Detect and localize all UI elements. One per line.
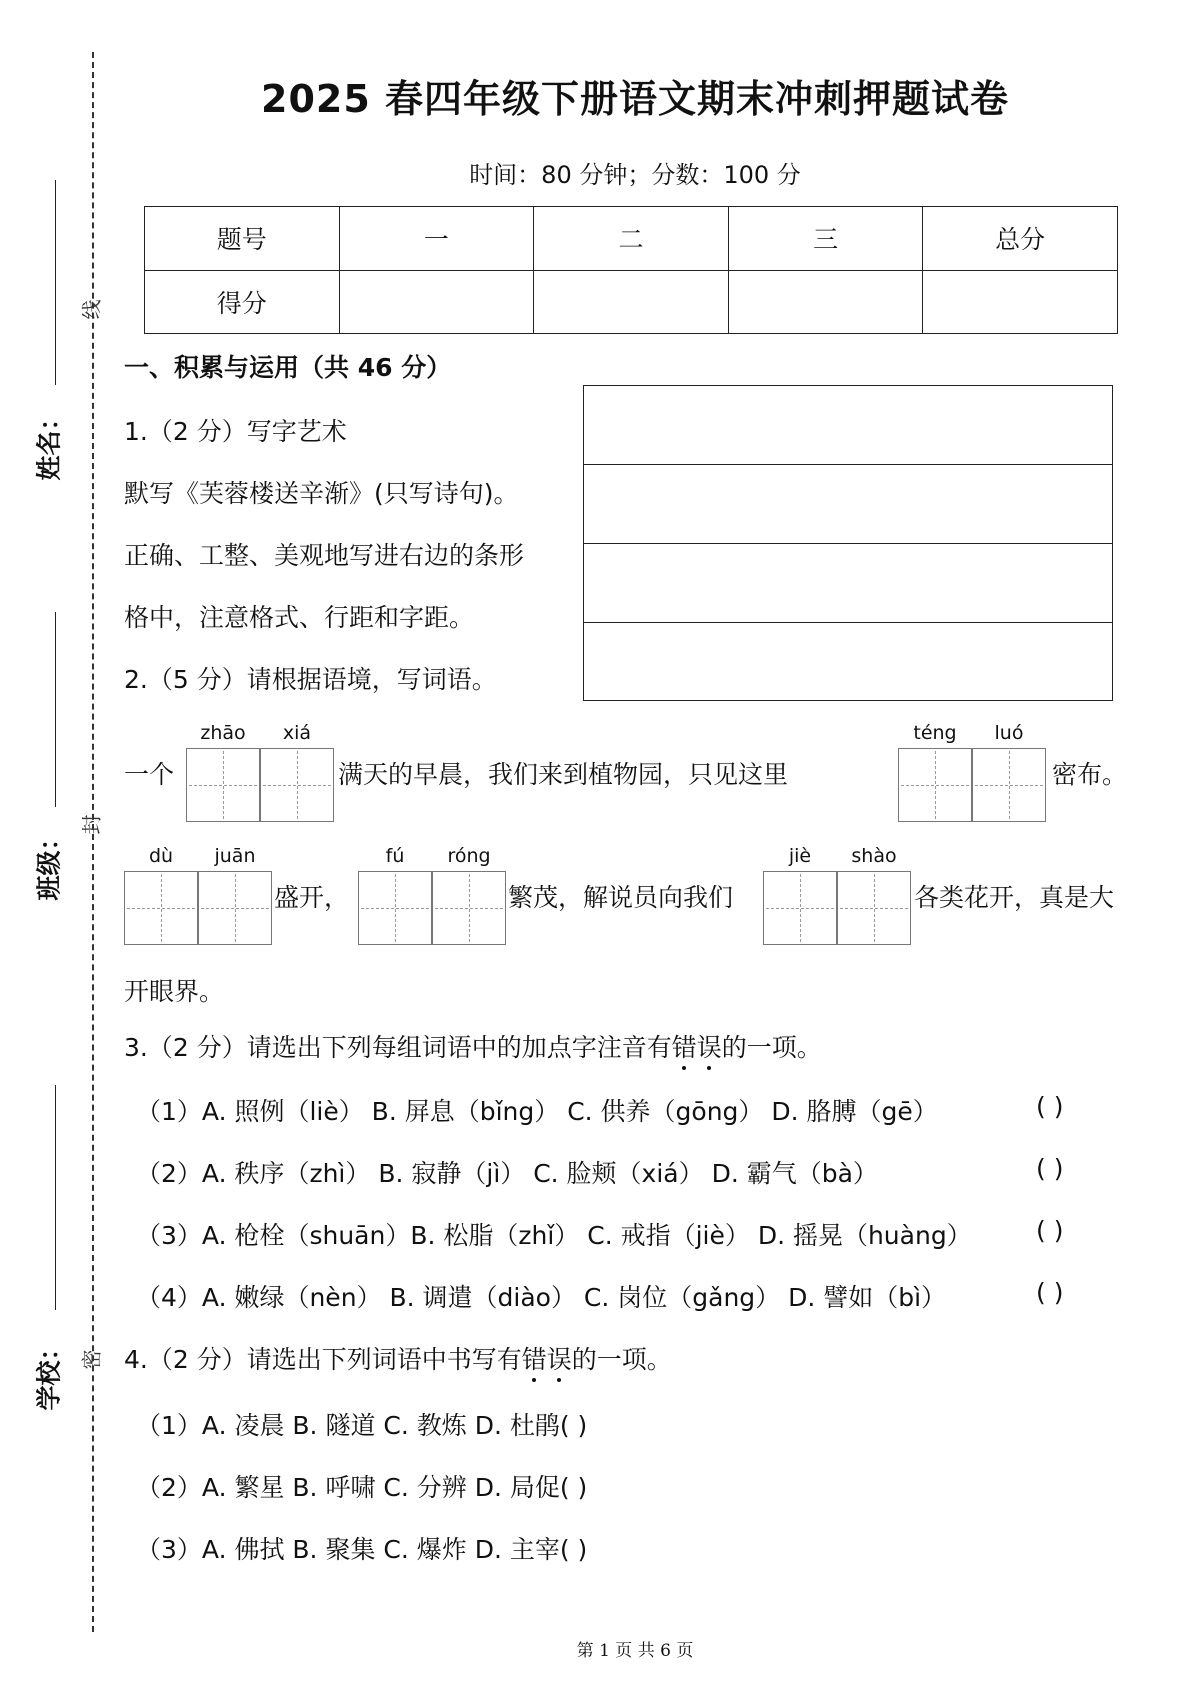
q4-item[interactable]: （2）A. 繁星 B. 呼啸 C. 分辨 D. 局促( ): [136, 1473, 588, 1502]
score-table-header-row: [145, 207, 1118, 271]
q4-item[interactable]: （1）A. 凌晨 B. 隧道 C. 教炼 D. 杜鹃( ): [136, 1411, 588, 1440]
tian-grid-box[interactable]: [260, 748, 334, 822]
q2-text: 满天的早晨，我们来到植物园，只见这里: [338, 760, 789, 789]
grid-line: [584, 543, 1112, 544]
tian-grid-box[interactable]: [186, 748, 260, 822]
page-footer: 第 1 页 共 6 页: [576, 1641, 694, 1661]
q2-text: 繁茂，解说员向我们: [508, 883, 734, 912]
q2-text: 一个: [124, 760, 175, 789]
tian-grid-box[interactable]: [198, 871, 272, 945]
class-label: 班级：: [34, 825, 64, 901]
pinyin: juān: [214, 845, 256, 867]
pinyin: luó: [994, 722, 1024, 744]
pinyin: xiá: [282, 722, 312, 744]
q4-item[interactable]: （3）A. 佛拭 B. 聚集 C. 爆炸 D. 主宰( ): [136, 1535, 588, 1564]
answer-paren[interactable]: ( ): [1036, 1216, 1064, 1245]
pinyin: jiè: [788, 845, 812, 867]
exam-info: 时间：80 分钟；分数：100 分: [469, 161, 801, 189]
tian-grid-box[interactable]: [898, 748, 972, 822]
q1-line: 正确、工整、美观地写进右边的条形: [124, 541, 525, 570]
q2-text: 盛开，: [274, 883, 350, 912]
header-cell: 总分: [923, 207, 1118, 271]
score-cell[interactable]: [339, 270, 534, 334]
q2-heading: 2.（5 分）请根据语境，写词语。: [124, 665, 497, 694]
tian-grid-box[interactable]: [763, 871, 837, 945]
header-cell: 一: [339, 207, 534, 271]
q2-text: 开眼界。: [124, 977, 225, 1006]
answer-paren[interactable]: ( ): [1036, 1092, 1064, 1121]
q4-heading: 4.（2 分）请选出下列词语中书写有错误的一项。: [124, 1345, 672, 1374]
row-label: 得分: [145, 270, 340, 334]
pinyin: shào: [851, 845, 897, 867]
pinyin: fú: [385, 845, 405, 867]
writing-strip-grid[interactable]: [583, 385, 1113, 701]
q1-heading: 1.（2 分）写字艺术: [124, 417, 347, 446]
score-table: [144, 206, 1118, 334]
score-cell[interactable]: [923, 270, 1118, 334]
q3-heading: 3.（2 分）请选出下列每组词语中的加点字注音有错误的一项。: [124, 1033, 822, 1062]
school-label: 学校：: [34, 1335, 64, 1411]
binding-mark-mi: 密: [79, 1349, 104, 1370]
header-cell: 题号: [145, 207, 340, 271]
pinyin: dù: [148, 845, 174, 867]
grid-line: [584, 622, 1112, 623]
binding-dashed-line: [92, 52, 94, 1632]
q1-line: 格中，注意格式、行距和字距。: [124, 603, 475, 632]
tian-grid-box[interactable]: [124, 871, 198, 945]
score-cell[interactable]: [728, 270, 923, 334]
q1-line: 默写《芙蓉楼送辛渐》(只写诗句)。: [124, 479, 519, 508]
score-table-score-row: [145, 270, 1118, 334]
class-line[interactable]: [55, 612, 56, 807]
q3-item: （3）A. 枪栓（shuān）B. 松脂（zhǐ） C. 戒指（jiè） D. 摇晃（huàng）: [136, 1221, 972, 1250]
pinyin: róng: [447, 845, 491, 867]
binding-mark-feng: 封: [79, 814, 104, 835]
grid-line: [584, 464, 1112, 465]
name-line[interactable]: [55, 180, 56, 385]
name-label: 姓名：: [34, 405, 64, 481]
answer-paren[interactable]: ( ): [1036, 1278, 1064, 1307]
q3-item: （1）A. 照例（liè） B. 屏息（bǐng） C. 供养（gōng） D. 胳膊（gē）: [136, 1097, 938, 1126]
tian-grid-box[interactable]: [358, 871, 432, 945]
tian-grid-box[interactable]: [837, 871, 911, 945]
q3-item: （2）A. 秩序（zhì） B. 寂静（jì） C. 脸颊（xiá） D. 霸气（bà）: [136, 1159, 878, 1188]
q2-text: 密布。: [1052, 760, 1128, 789]
tian-grid-box[interactable]: [432, 871, 506, 945]
header-cell: 二: [534, 207, 729, 271]
score-cell[interactable]: [534, 270, 729, 334]
pinyin: zhāo: [200, 722, 246, 744]
q2-text: 各类花开，真是大: [914, 883, 1115, 912]
answer-paren[interactable]: ( ): [1036, 1154, 1064, 1183]
school-line[interactable]: [55, 1085, 56, 1310]
q3-item: （4）A. 嫩绿（nèn） B. 调遣（diào） C. 岗位（gǎng） D. 譬如（bì）: [136, 1283, 947, 1312]
page-title: 2025 春四年级下册语文期末冲刺押题试卷: [261, 77, 1009, 121]
section-heading: 一、积累与运用（共 46 分）: [124, 353, 452, 382]
header-cell: 三: [728, 207, 923, 271]
pinyin: téng: [913, 722, 957, 744]
tian-grid-box[interactable]: [972, 748, 1046, 822]
binding-mark-xian: 线: [79, 299, 104, 320]
